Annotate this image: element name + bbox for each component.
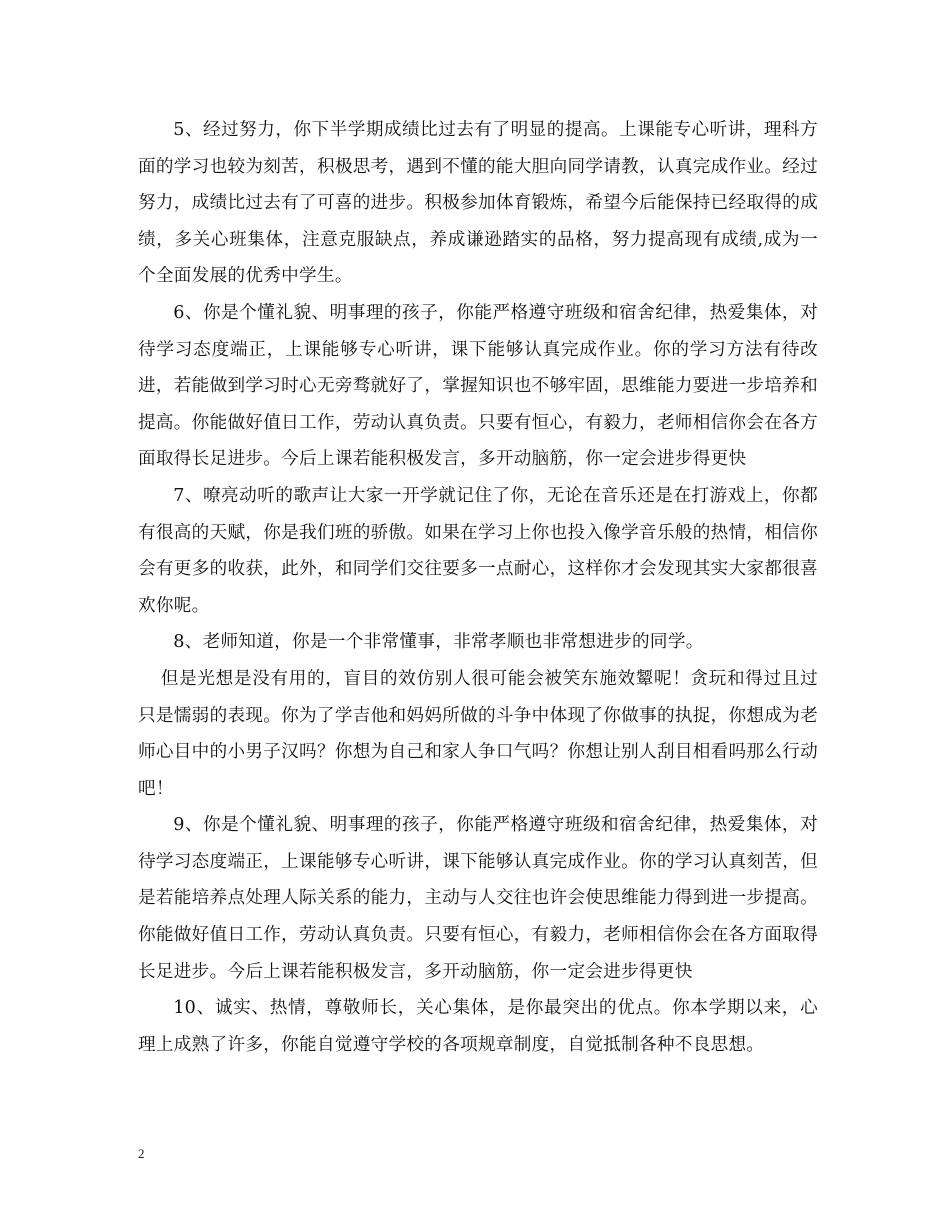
paragraph-9: 9、你是个懂礼貌、明事理的孩子，你能严格遵守班级和宿舍纪律，热爱集体，对待学习态度端正，上课能够专心听讲，课下能够认真完成作业。你的学习认真刻苦，但是若能培养点处理人际关系的能力，主动与人交往也许会使思维能力得到进一步提高。你能做好值日工作，劳动认真负责。只要有恒心，有毅力，老师相信你会在各方面取得长足进步。今后上课若能积极发言，多开动脑筋，你一定会进步得更快 [138,815,818,982]
paragraph-8-continued: 但是光想是没有用的，盲目的效仿别人很可能会被笑东施效颦呢！贪玩和得过且过只是懦弱的表现。你为了学吉他和妈妈所做的斗争中体现了你做事的执捉，你想成为老师心目中的小男子汉吗？你想为自己和家人争口气吗？你想让别人刮目相看吗那么行动吧！ [138,668,818,799]
page-number: 2 [138,1146,145,1161]
paragraph-10: 10、诚实、热情，尊敬师长，关心集体，是你最突出的优点。你本学期以来，心理上成熟了许多，你能自觉遵守学校的各项规章制度，自觉抵制各种不良思想。 [138,998,818,1055]
paragraph-7: 7、嘹亮动听的歌声让大家一开学就记住了你，无论在音乐还是在打游戏上，你都有很高的天赋，你是我们班的骄傲。如果在学习上你也投入像学音乐般的热情，相信你会有更多的收获，此外，和同学们交往要多一点耐心，这样你才会发现其实大家都很喜欢你呢。 [138,485,818,616]
document-body [138,112,818,1063]
paragraph-5: 5、经过努力，你下半学期成绩比过去有了明显的提高。上课能专心听讲，理科方面的学习也较为刻苦，积极思考，遇到不懂的能大胆向同学请教，认真完成作业。经过努力，成绩比过去有了可喜的进步。积极参加体育锻炼，希望今后能保持已经取得的成绩，多关心班集体，注意克服缺点，养成谦逊踏实的品格，努力提高现有成绩,成为一个全面发展的优秀中学生。 [138,120,818,287]
paragraph-6: 6、你是个懂礼貌、明事理的孩子，你能严格遵守班级和宿舍纪律，热爱集体，对待学习态度端正，上课能够专心听讲，课下能够认真完成作业。你的学习方法有待改进，若能做到学习时心无旁骛就好了，掌握知识也不够牢固，思维能力要进一步培养和提高。你能做好值日工作，劳动认真负责。只要有恒心，有毅力，老师相信你会在各方面取得长足进步。今后上课若能积极发言，多开动脑筋，你一定会进步得更快 [138,302,818,470]
paragraph-8: 8、老师知道，你是一个非常懂事，非常孝顺也非常想进步的同学。 [173,632,704,653]
